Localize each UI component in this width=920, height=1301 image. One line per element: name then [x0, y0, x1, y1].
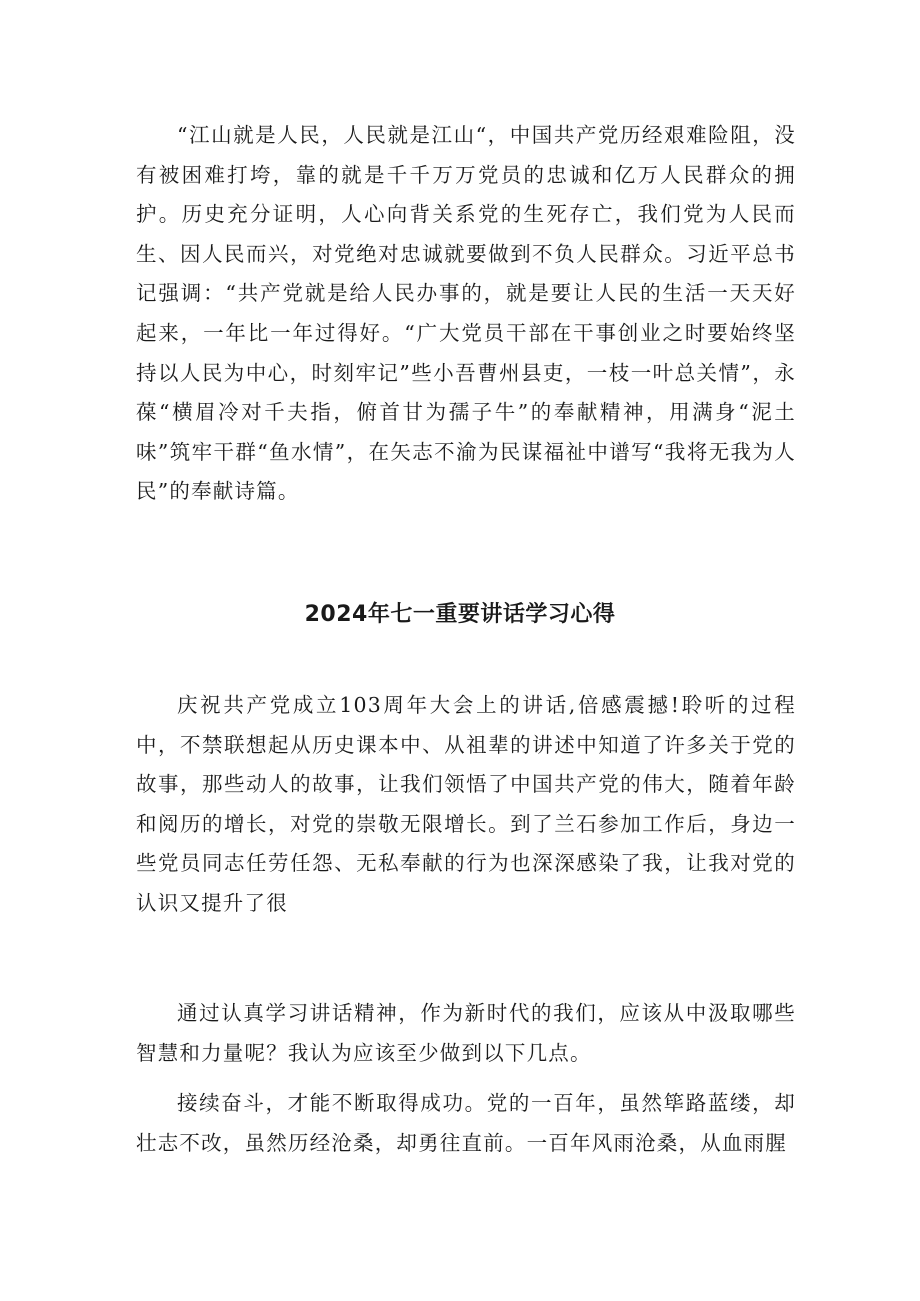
- intro-paragraph: “江山就是人民，人民就是江山“，中国共产党历经艰难险阻，没有被困难打垮，靠的就是千千万万党员的忠诚和亿万人民群众的拥护。历史充分证明，人心向背关系党的生死存亡，我们党为人民而生、因人民而兴，对党绝对忠诚就要做到不负人民群众。习近平总书记强调：“共产党就是给人民办事的，就是要让人民的生活一天天好起来，一年比一年过得好。“广大党员干部在干事创业之时要始终坚持以人民为中心，时刻牢记”些小吾曹州县吏，一枝一叶总关情”，永葆“横眉冷对千夫指，俯首甘为孺子牛”的奉献精神，用满身“泥土味”筑牢干群“鱼水情”，在矢志不渝为民谋福祉中谱写“我将无我为人民”的奉献诗篇。: [136, 123, 796, 504]
- body-paragraph-1: 庆祝共产党成立103周年大会上的讲话,倍感震撼!聆听的过程中，不禁联想起从历史课本中、从祖辈的讲述中知道了许多关于党的故事，那些动人的故事，让我们领悟了中国共产党的伟大，随着年龄和阅历的增长，对党的崇敬无限增长。到了兰石参加工作后，身边一些党员同志任劳任怨、无私奉献的行为也深深感染了我，让我对党的认识又提升了很: [136, 693, 796, 915]
- section-title: 2024年七一重要讲话学习心得: [304, 602, 616, 627]
- body-paragraph-2: 通过认真学习讲话精神，作为新时代的我们，应该从中汲取哪些智慧和力量呢？我认为应该至少做到以下几点。: [136, 1001, 796, 1065]
- body-paragraph-3: 接续奋斗，才能不断取得成功。党的一百年，虽然筚路蓝缕，却壮志不改，虽然历经沧桑，却勇往直前。一百年风雨沧桑，从血雨腥: [136, 1091, 796, 1155]
